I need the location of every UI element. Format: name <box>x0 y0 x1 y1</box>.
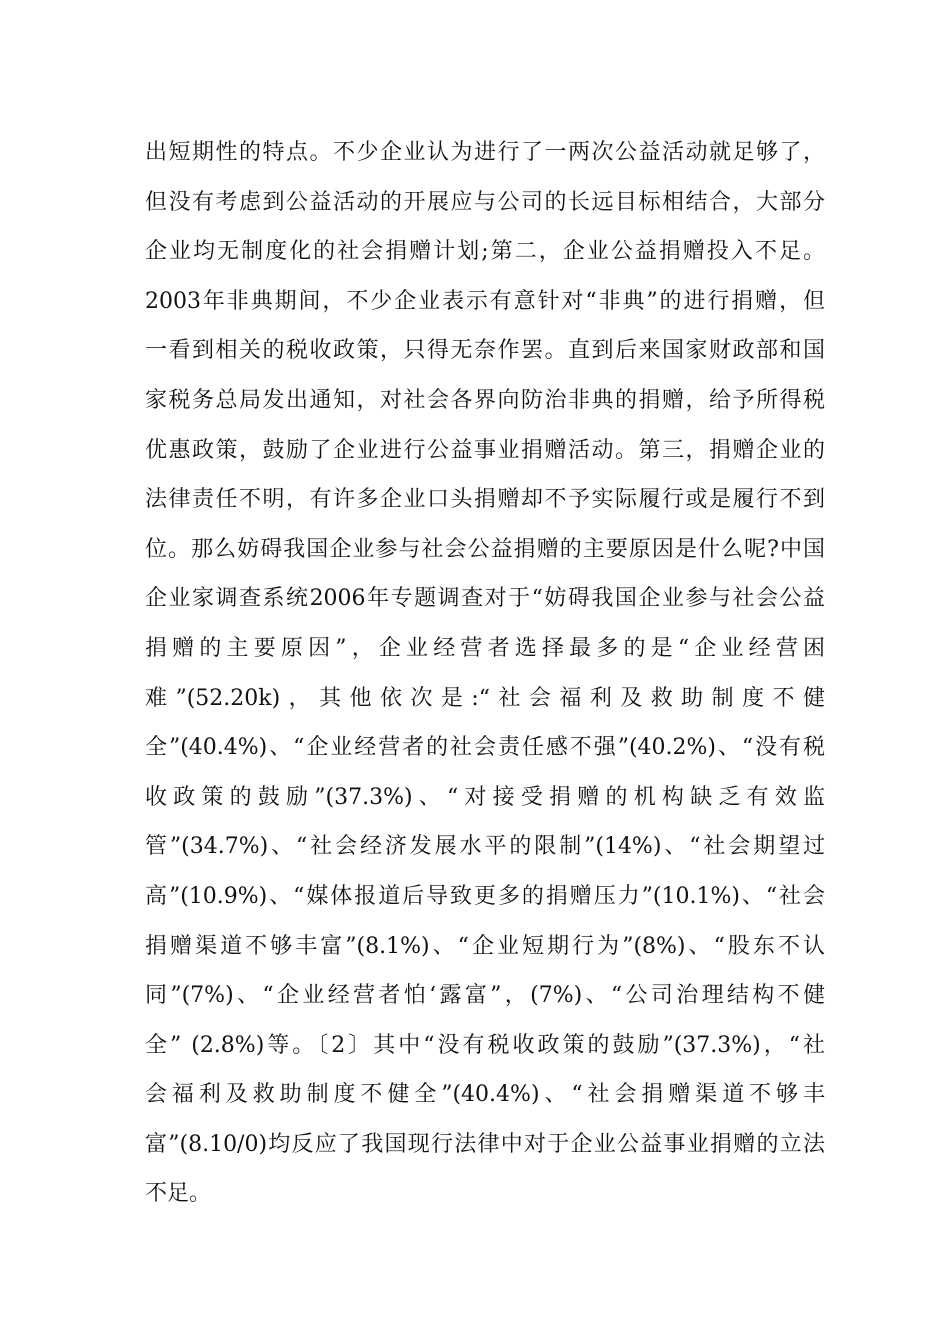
text-line: 捐赠渠道不够丰富”(8.1%)、“企业短期行为”(8%)、“股东不认 <box>145 933 825 959</box>
text-line: 家税务总局发出通知，对社会各界向防治非典的捐赠，给予所得税 <box>145 387 825 413</box>
text-line: 企业均无制度化的社会捐赠计划;第二，企业公益捐赠投入不足。 <box>145 239 825 265</box>
text-line: 富”(8.10/0)均反应了我国现行法律中对于企业公益事业捐赠的立法 <box>145 1131 825 1157</box>
text-line: 高”(10.9%)、“媒体报道后导致更多的捐赠压力”(10.1%)、“社会 <box>145 883 825 909</box>
text-line: 出短期性的特点。不少企业认为进行了一两次公益活动就足够了， <box>145 140 825 165</box>
text-line: 一看到相关的税收政策，只得无奈作罢。直到后来国家财政部和国 <box>145 338 825 364</box>
text-line: 难”(52.20k)，其他依次是:“社会福利及救助制度不健 <box>145 685 825 711</box>
text-line-last: 不足。 <box>145 1181 212 1207</box>
text-line: 2003年非典期间，不少企业表示有意针对“非典”的进行捐赠，但 <box>145 288 825 314</box>
text-line: 法律责任不明，有许多企业口头捐赠却不予实际履行或是履行不到 <box>145 487 825 513</box>
text-line: 位。那么妨碍我国企业参与社会公益捐赠的主要原因是什么呢?中国 <box>145 536 825 562</box>
text-line: 同”(7%)、“企业经营者怕‘露富”，(7%)、“公司治理结构不健 <box>145 983 825 1009</box>
text-line: 收政策的鼓励”(37.3%)、“对接受捐赠的机构缺乏有效监 <box>145 784 825 810</box>
text-line: 但没有考虑到公益活动的开展应与公司的长远目标相结合，大部分 <box>145 189 825 215</box>
text-line: 企业家调查系统2006年专题调查对于“妨碍我国企业参与社会公益 <box>145 586 825 612</box>
text-line: 管”(34.7%)、“社会经济发展水平的限制”(14%)、“社会期望过 <box>145 834 825 860</box>
text-line: 优惠政策，鼓励了企业进行公益事业捐赠活动。第三，捐赠企业的 <box>145 437 825 463</box>
text-line: 全”(40.4%)、“企业经营者的社会责任感不强”(40.2%)、“没有税 <box>145 735 825 761</box>
text-line: 全” (2.8%)等。〔2〕其中“没有税收政策的鼓励”(37.3%)，“社 <box>145 1032 825 1058</box>
text-line: 捐赠的主要原因”，企业经营者选择最多的是“企业经营困 <box>145 635 825 661</box>
text-line: 会福利及救助制度不健全”(40.4%)、“社会捐赠渠道不够丰 <box>145 1082 825 1108</box>
body-paragraph <box>145 128 825 1219</box>
